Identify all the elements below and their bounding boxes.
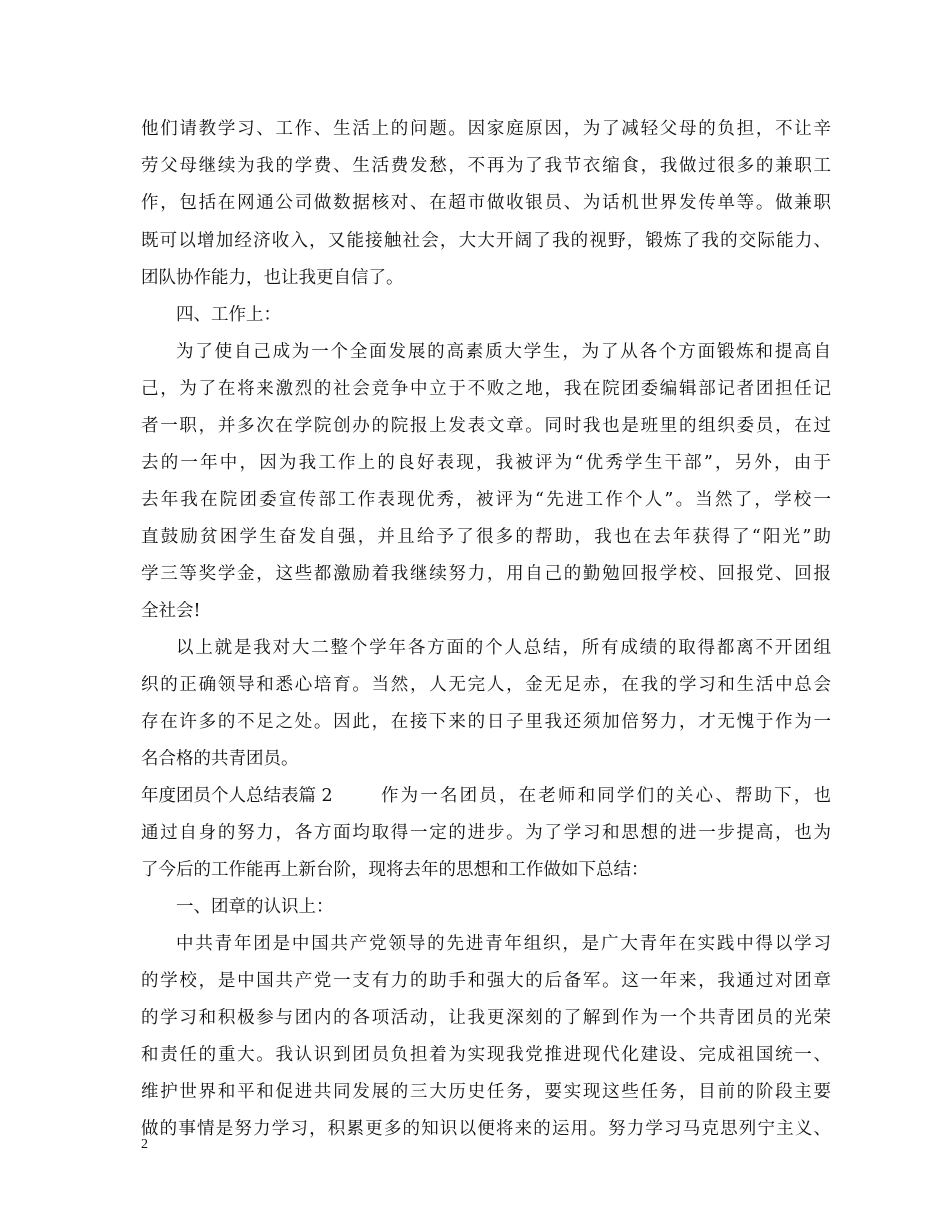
page-number: 2 xyxy=(141,1137,148,1152)
paragraph-line: 和责任的重大。我认识到团员负担着为实现我党推进现代化建设、完成祖国统一、 xyxy=(141,1045,831,1065)
paragraph-line: 做的事情是努力学习，积累更多的知识以便将来的运用。努力学习马克思列宁主义、 xyxy=(141,1119,831,1139)
paragraph-line: 的学校，是中国共产党一支有力的助手和强大的后备军。这一年来，我通过对团章 xyxy=(141,971,831,991)
paragraph-line: 的学习和积极参与团内的各项活动，让我更深刻的了解到作为一个共青团员的光荣 xyxy=(141,1008,831,1028)
paragraph-line: 团队协作能力，也让我更自信了。 xyxy=(141,268,404,288)
paragraph-line: 维护世界和平和促进共同发展的三大历史任务，要实现这些任务，目前的阶段主要 xyxy=(141,1082,831,1102)
paragraph-line: 作为一名团员，在老师和同学们的关心、帮助下，也 xyxy=(381,786,831,806)
paragraph-line: 名合格的共青团员。 xyxy=(141,749,299,769)
paragraph-line: 了今后的工作能再上新台阶，现将去年的思想和工作做如下总结： xyxy=(141,860,649,880)
paragraph-line: 直鼓励贫困学生奋发自强，并且给予了很多的帮助，我也在去年获得了“阳光”助 xyxy=(141,527,831,547)
section-heading-charter: 一、团章的认识上： xyxy=(176,897,334,917)
section-title: 年度团员个人总结表篇 2 xyxy=(141,786,333,806)
paragraph-line: 学三等奖学金，这些都激励着我继续努力，用自己的勤勉回报学校、回报党、回报 xyxy=(141,564,831,584)
paragraph-line: 劳父母继续为我的学费、生活费发愁，不再为了我节衣缩食，我做过很多的兼职工 xyxy=(141,156,831,176)
paragraph-line: 中共青年团是中国共产党领导的先进青年组织，是广大青年在实践中得以学习 xyxy=(176,934,831,954)
paragraph-line: 为了使自己成为一个全面发展的高素质大学生，为了从各个方面锻炼和提高自 xyxy=(176,342,831,362)
paragraph-line: 去年我在院团委宣传部工作表现优秀，被评为“先进工作个人”。当然了，学校一 xyxy=(141,490,831,510)
paragraph-line: 既可以增加经济收入，又能接触社会，大大开阔了我的视野，锻炼了我的交际能力、 xyxy=(141,231,831,251)
paragraph-line: 去的一年中，因为我工作上的良好表现，我被评为“优秀学生干部”，另外，由于 xyxy=(141,453,831,473)
section-title-line xyxy=(141,786,831,806)
paragraph-line: 己，为了在将来激烈的社会竞争中立于不败之地，我在院团委编辑部记者团担任记 xyxy=(141,379,831,399)
paragraph-line: 作，包括在网通公司做数据核对、在超市做收银员、为话机世界发传单等。做兼职 xyxy=(141,193,831,213)
paragraph-line: 者一职，并多次在学院创办的院报上发表文章。同时我也是班里的组织委员，在过 xyxy=(141,416,831,436)
paragraph-line: 全社会! xyxy=(141,601,201,621)
paragraph-line: 他们请教学习、工作、生活上的问题。因家庭原因，为了减轻父母的负担，不让辛 xyxy=(141,119,831,139)
paragraph-line: 通过自身的努力，各方面均取得一定的进步。为了学习和思想的进一步提高，也为 xyxy=(141,823,831,843)
section-heading-work: 四、工作上： xyxy=(176,305,281,325)
paragraph-line: 以上就是我对大二整个学年各方面的个人总结，所有成绩的取得都离不开团组 xyxy=(176,638,831,658)
paragraph-line: 存在许多的不足之处。因此，在接下来的日子里我还须加倍努力，才无愧于作为一 xyxy=(141,712,831,732)
paragraph-line: 织的正确领导和悉心培育。当然，人无完人，金无足赤，在我的学习和生活中总会 xyxy=(141,675,831,695)
